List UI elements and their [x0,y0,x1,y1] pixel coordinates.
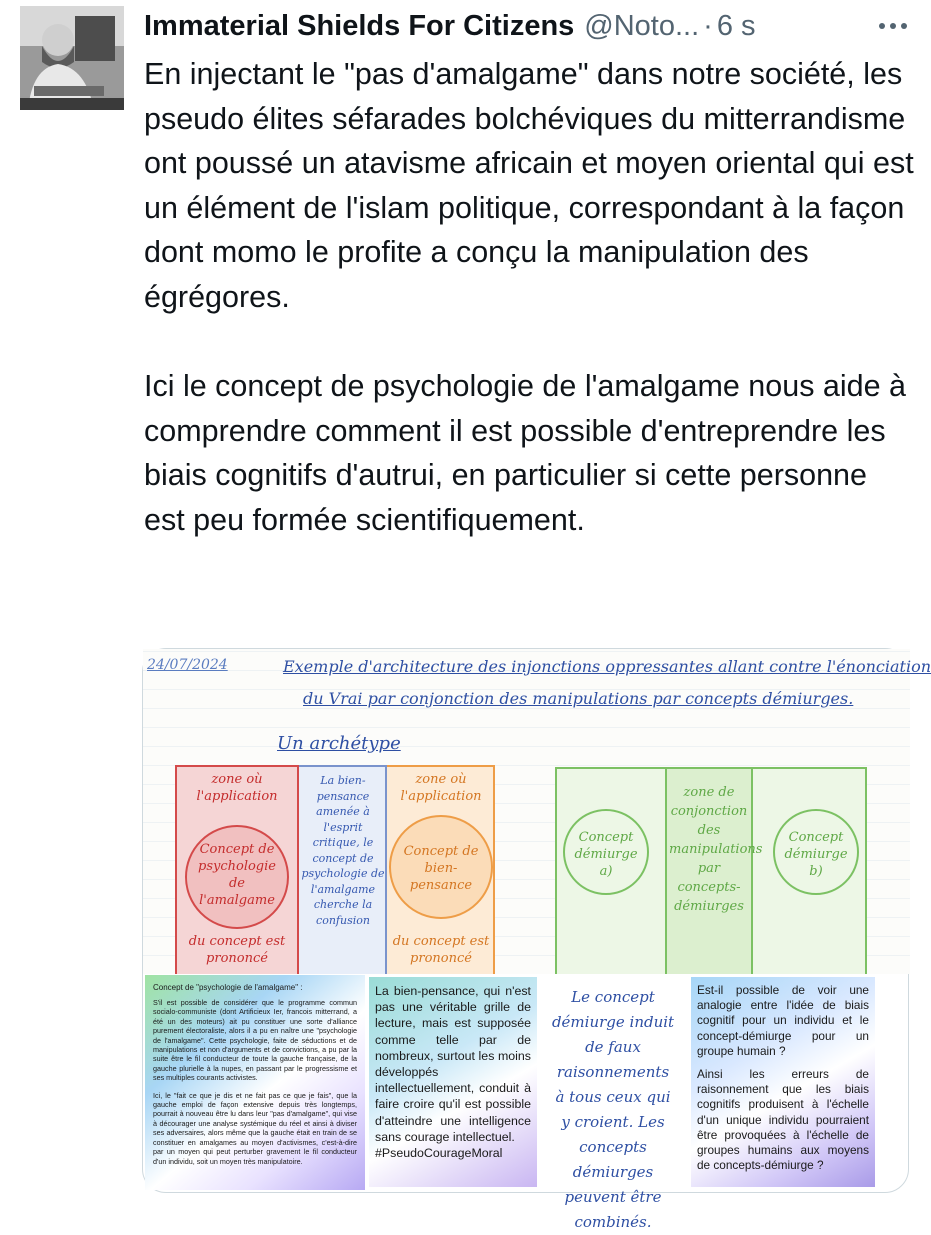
handwritten-note-box [543,977,683,1231]
note-archetype-label: Un archétype [277,733,401,754]
blue-zone-label: La bien-pensance amenée à l'esprit critique, le concept de psychologie de l'amalgame cherche la confusion [301,774,385,927]
concept-definition-paragraph-1: S'il est possible de considérer que le programme commun socialo-communiste (dont Artificieux Ier, francois mitterrand, a été un des moteurs) ait pu constituer une sorte d'alliance purement électoraliste, alors il a pu en naître une "psychologie de l'amalgame". Cette psychologie, faite de séductions et de manipulations et non d'arguments et de convictions, a pu par la suite être le fil conducteur de toute la gauche française, de la gauche plurielle à la nupes, en passant par le progressisme et ses multiples courants activistes. [153,998,357,1083]
notebook-page [143,649,931,974]
green-circle-b-label: Concept démiurge b) [784,830,848,879]
analogy-question-paragraph-2: Ainsi les erreurs de raisonnement que les biais cognitifs produisent à l'échelle d'un unique individu pourraient être provoquées à l'échelle de groupes humains aux moyens de concepts-démiurge ? [697,1067,869,1173]
display-name[interactable]: Immaterial Shields For Citizens [144,9,575,42]
green-circle-a-label: Concept démiurge a) [574,830,638,879]
hashtag: #PseudoCourageMoral [375,1146,503,1161]
analogy-question-paragraph-1: Est-il possible de voir une analogie entre l'idée de biais cognitif pour un individu et le concept-démiurge pour un groupe humain ? [697,983,869,1058]
user-handle[interactable]: @Noto... [584,9,700,42]
post-time[interactable]: 6 s [716,9,756,42]
bien-pensance-text: La bien-pensance, qui n'est pas une véritable grille de lecture, mais est supposée comme telle par de nombreux, surtout les moins développés intellectuellement, conduit à faire croire qu'il est possible d'atteindre une intelligence sans courage intellectuel. [375,984,531,1144]
note-title-line-2: du Vrai par conjonction des manipulations par concepts démiurges. [303,689,854,708]
tweet-header [144,6,909,46]
note-date: 24/07/2024 [147,657,228,673]
profile-photo-icon [20,6,124,110]
orange-zone-top-label: zone où l'application [400,772,482,804]
red-circle-label: Concept de psychologie de l'amalgame [198,842,276,908]
avatar[interactable] [20,6,124,110]
note-title-line-1: Exemple d'architecture des injonctions oppressantes allant contre l'énonciation [283,657,931,676]
tweet-paragraph-2: Ici le concept de psychologie de l'amalgame nous aide à comprendre comment il est possible d'entreprendre les biais cognitifs d'autrui, en particulier si cette personne est peu formée scientifiquement. [144,369,907,537]
orange-circle-label: Concept de bien-pensance [403,844,479,893]
green-middle-label: zone de conjonction des manipulations par concepts-démiurges [669,785,763,914]
tweet-text [144,52,914,543]
orange-zone-bottom-label: du concept est prononcé [392,934,490,966]
concept-definition-title: Concept de "psychologie de l'amalgame" : [153,983,303,992]
bien-pensance-box [369,977,537,1187]
media-image[interactable] [142,648,931,1231]
handwritten-note: Le concept démiurge induit de faux raisonnements à tous ceux qui y croient. Les concepts démiurges peuvent être combinés. [551,988,675,1231]
red-zone-top-label: zone où l'application [196,772,278,804]
concept-definition-box [145,975,365,1190]
analogy-question-box [691,977,875,1187]
tweet-paragraph-1: En injectant le "pas d'amalgame" dans notre société, les pseudo élites séfarades bolchéviques du mitterrandisme ont poussé un atavisme africain et moyen oriental qui est un élément de l'islam politique, correspondant à la façon dont momo le profite a conçu la manipulation des égrégores. [144,57,914,314]
concept-definition-paragraph-2: Ici, le "fait ce que je dis et ne fait pas ce que je fais", que la gauche emploi de façon extensive depuis très longtemps, pourrait à nouveau être lu dans leur "pas d'amalgame", qui vise à décourager une analyse systémique du réel et ainsi à diviser ses adversaires, alors même que la gauche était en train de se constituer en amalgames au moyen d'activismes, c'est-à-dire par un moyen qui peut perturber gravement le fil conducteur d'un individu, soit un moyen très manipulatoire. [153,1090,357,1166]
red-zone-bottom-label: du concept est prononcé [188,934,286,966]
separator-dot: · [703,9,713,42]
more-horizontal-icon[interactable] [877,17,909,35]
